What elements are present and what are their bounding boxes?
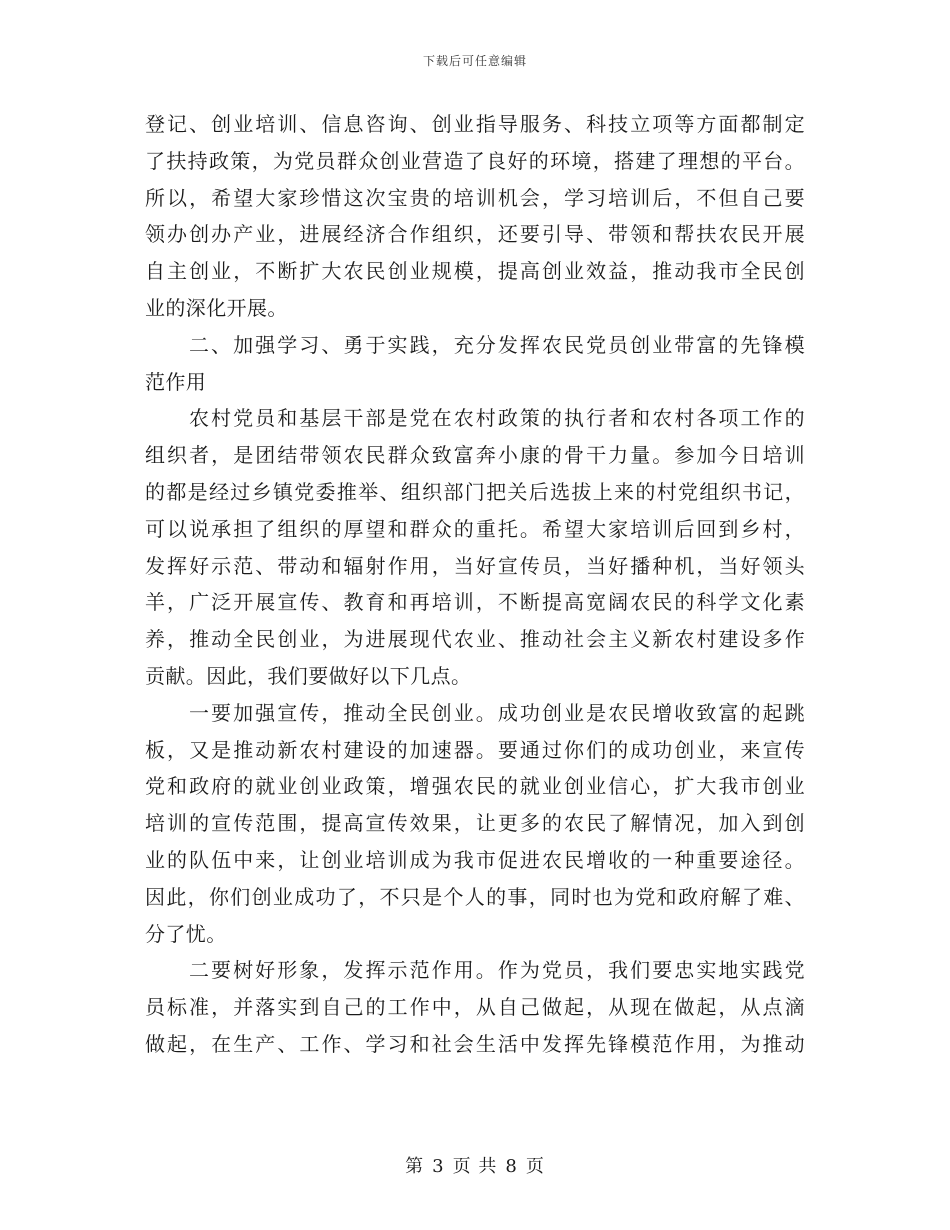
- text-line: 员标准，并落实到自己的工作中，从自己做起，从现在做起，从点滴: [145, 995, 805, 1020]
- text-line: 贡献。因此，我们要做好以下几点。: [145, 663, 472, 688]
- page-footer: [0, 1152, 950, 1178]
- text-line: 发挥好示范、带动和辐射作用，当好宣传员，当好播种机，当好领头: [145, 553, 805, 578]
- footer-prefix: 第: [405, 1156, 425, 1177]
- text-line: 一要加强宣传，推动全民创业。成功创业是农民增收致富的起跳: [189, 700, 805, 725]
- text-line: 业的队伍中来，让创业培训成为我市促进农民增收的一种重要途径。: [145, 847, 805, 872]
- text-line: 农村党员和基层干部是党在农村政策的执行者和农村各项工作的: [189, 406, 805, 431]
- text-line: 二、加强学习、勇于实践，充分发挥农民党员创业带富的先锋模: [189, 332, 805, 357]
- text-line: 登记、创业培训、信息咨询、创业指导服务、科技立项等方面都制定: [145, 112, 805, 136]
- footer-total-pages: 8: [505, 1156, 518, 1177]
- text-line: 做起，在生产、工作、学习和社会生活中发挥先锋模范作用，为推动: [145, 1031, 805, 1056]
- text-line: 组织者，是团结带领农民群众致富奔小康的骨干力量。参加今日培训: [145, 443, 805, 468]
- text-line: 范作用: [145, 369, 207, 394]
- text-line: 的都是经过乡镇党委推举、组织部门把关后选拔上来的村党组织书记，: [145, 479, 805, 504]
- text-line: 业的深化开展。: [145, 295, 288, 320]
- page-header-note: 下载后可任意编辑: [422, 54, 527, 68]
- text-line: 二要树好形象，发挥示范作用。作为党员，我们要忠实地实践党: [189, 958, 805, 983]
- footer-middle: 页 共: [452, 1156, 498, 1177]
- text-line: 所以，希望大家珍惜这次宝贵的培训机会，学习培训后，不但自己要: [145, 185, 805, 210]
- footer-current-page: 3: [432, 1156, 445, 1177]
- text-line: 因此，你们创业成功了，不只是个人的事，同时也为党和政府解了难、: [145, 884, 805, 909]
- text-line: 养，推动全民创业，为进展现代农业、推动社会主义新农村建设多作: [145, 627, 805, 652]
- text-line: 领办创办产业，进展经济合作组织，还要引导、带领和帮扶农民开展: [145, 222, 805, 247]
- text-line: 分了忧。: [145, 921, 227, 946]
- footer-suffix: 页: [525, 1156, 545, 1177]
- text-line: 羊，广泛开展宣传、教育和再培训，不断提高宽阔农民的科学文化素: [145, 590, 805, 615]
- text-line: 培训的宣传范围，提高宣传效果，让更多的农民了解情况，加入到创: [145, 811, 805, 836]
- text-line: 自主创业，不断扩大农民创业规模，提高创业效益，推动我市全民创: [145, 259, 805, 284]
- document-body: [145, 106, 805, 1063]
- text-line: 了扶持政策，为党员群众创业营造了良好的环境，搭建了理想的平台。: [145, 148, 805, 173]
- text-line: 板，又是推动新农村建设的加速器。要通过你们的成功创业，来宣传: [145, 737, 805, 762]
- text-line: 可以说承担了组织的厚望和群众的重托。希望大家培训后回到乡村，: [145, 516, 805, 541]
- text-line: 党和政府的就业创业政策，增强农民的就业创业信心，扩大我市创业: [145, 774, 805, 799]
